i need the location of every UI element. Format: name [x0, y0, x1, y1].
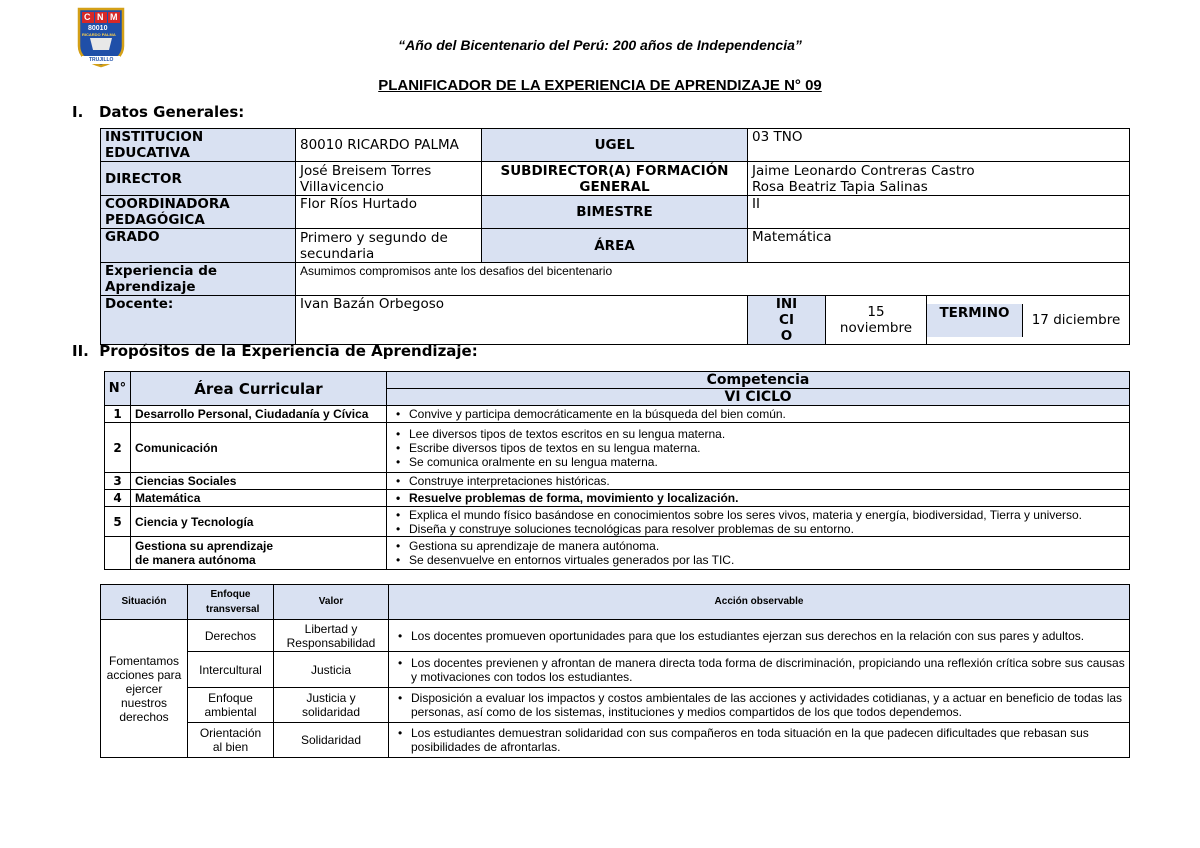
table-row: [101, 723, 1130, 758]
row-valor: Libertad y Responsabilidad: [274, 620, 389, 652]
row-number: 3: [105, 473, 131, 490]
section1-heading: I. Datos Generales:: [72, 103, 245, 121]
table-row: [105, 537, 1130, 570]
director-label: DIRECTOR: [101, 162, 296, 196]
list-item: • Construye interpretaciones históricas.: [391, 474, 1125, 488]
bimestre-label: BIMESTRE: [482, 196, 748, 229]
page-title: PLANIFICADOR DE LA EXPERIENCIA DE APRENDIZAJE N° 09: [378, 77, 822, 94]
institucion-value: 80010 RICARDO PALMA: [296, 129, 482, 162]
row-valor: Justicia: [274, 652, 389, 688]
subdirector-value-1: Jaime Leonardo Contreras Castro: [752, 162, 975, 179]
row-valor: Solidaridad: [274, 723, 389, 758]
row-competencias: [387, 406, 1130, 423]
area-value: Matemática: [748, 229, 1130, 263]
row-enfoque: Orientación al bien: [188, 723, 274, 758]
list-item: • Los estudiantes demuestran solidaridad con sus compañeros en toda situación en la que padecen dificultades que rebasan sus posibilidades de afrontarlas.: [393, 726, 1125, 754]
director-value: José Breisem Torres Villavicencio: [296, 162, 482, 196]
subdirector-value-2: Rosa Beatriz Tapia Salinas: [752, 178, 928, 195]
ugel-label: UGEL: [482, 129, 748, 162]
col-situacion-header: Situación: [101, 585, 188, 620]
termino-value: 17 diciembre: [1031, 312, 1121, 328]
docente-label: Docente:: [101, 296, 296, 345]
experiencia-label: Experiencia de Aprendizaje: [101, 263, 296, 296]
row-accion: [389, 620, 1130, 652]
list-item: • Se comunica oralmente en su lengua materna.: [391, 455, 1125, 469]
col-n-header: N°: [105, 372, 131, 406]
row-valor: Justicia y solidaridad: [274, 688, 389, 723]
grado-label: GRADO: [101, 229, 296, 263]
institucion-label: INSTITUCION EDUCATIVA: [101, 129, 296, 162]
row-area: [131, 537, 387, 570]
row-area: Comunicación: [131, 423, 387, 473]
list-item: • Gestiona su aprendizaje de manera autónoma.: [391, 539, 1125, 553]
row-accion: [389, 723, 1130, 758]
list-item: • Se desenvuelve en entornos virtuales generados por las TIC.: [391, 553, 1125, 567]
table-row: [101, 652, 1130, 688]
table-row: [101, 688, 1130, 723]
list-item: • Disposición a evaluar los impactos y costos ambientales de las acciones y actividades cotidianas, y a actuar en beneficio de todas las personas, así como de los sistemas, instituciones y medios compartidos de los que todos dependemos.: [393, 691, 1125, 719]
coordinadora-label: COORDINADORA PEDAGÓGICA: [101, 196, 296, 229]
row-area: Ciencia y Tecnología: [131, 507, 387, 537]
datos-generales-table: [100, 128, 1130, 345]
subdirector-label: SUBDIRECTOR(A) FORMACIÓN GENERAL: [482, 162, 748, 196]
area-label: ÁREA: [482, 229, 748, 263]
motto: “Año del Bicentenario del Perú: 200 años de Independencia”: [398, 37, 802, 53]
list-item: • Convive y participa democráticamente en la búsqueda del bien común.: [391, 407, 1125, 421]
row-number: 2: [105, 423, 131, 473]
row-area-line-1: Gestiona su aprendizaje: [135, 539, 274, 553]
table-row: [105, 473, 1130, 490]
list-item: • Los docentes previenen y afrontan de manera directa toda forma de discriminación, propiciando una reflexión crítica sobre sus causas y motivaciones con todos los estudiantes.: [393, 656, 1125, 684]
col-ciclo-header: VI CICLO: [387, 389, 1130, 406]
row-enfoque: Intercultural: [188, 652, 274, 688]
table-row: [105, 507, 1130, 537]
grado-value: Primero y segundo de secundaria: [296, 229, 482, 263]
row-number: 1: [105, 406, 131, 423]
list-item: • Diseña y construye soluciones tecnológicas para resolver problemas de su entorno.: [391, 522, 1125, 536]
table-row: [105, 423, 1130, 473]
bimestre-value: II: [748, 196, 1130, 229]
inicio-label: INICIO: [748, 296, 826, 345]
logo-city: TRUJILLO: [89, 57, 114, 63]
row-area: Ciencias Sociales: [131, 473, 387, 490]
logo-letter-c: C: [84, 12, 91, 22]
row-accion: [389, 688, 1130, 723]
list-item: • Escribe diversos tipos de textos en su lengua materna.: [391, 441, 1125, 455]
list-item: • Explica el mundo físico basándose en conocimientos sobre los seres vivos, materia y energía, biodiversidad, Tierra y universo.: [391, 508, 1125, 522]
inicio-value: 15 noviembre: [826, 296, 927, 345]
logo-letter-m: M: [110, 12, 118, 22]
row-area-line-2: de manera autónoma: [135, 553, 256, 567]
row-competencias: [387, 423, 1130, 473]
logo-number: 80010: [88, 25, 108, 32]
row-area: Matemática: [131, 490, 387, 507]
subdirector-value: [748, 162, 1130, 196]
ugel-value: 03 TNO: [748, 129, 1130, 162]
row-competencias: [387, 473, 1130, 490]
row-number: 4: [105, 490, 131, 507]
col-accion-header: Acción observable: [389, 585, 1130, 620]
propositos-table: [104, 371, 1130, 570]
table-row: [101, 620, 1130, 652]
table-row: [105, 406, 1130, 423]
row-enfoque: Derechos: [188, 620, 274, 652]
list-item: • Resuelve problemas de forma, movimiento y localización.: [391, 491, 1125, 505]
termino-label: TERMINO: [927, 304, 1023, 337]
row-accion: [389, 652, 1130, 688]
row-competencias: [387, 537, 1130, 570]
row-competencias: [387, 490, 1130, 507]
list-item: • Lee diversos tipos de textos escritos en su lengua materna.: [391, 427, 1125, 441]
table-row: [105, 490, 1130, 507]
logo-name: RICARDO PALMA: [82, 32, 116, 37]
docente-value: Ivan Bazán Orbegoso: [296, 296, 748, 345]
row-number: 5: [105, 507, 131, 537]
col-enfoque-header: Enfoque transversal: [188, 585, 274, 620]
termino-cell: [927, 296, 1130, 345]
logo-letter-n: N: [97, 12, 104, 22]
list-item: • Los docentes promueven oportunidades para que los estudiantes ejerzan sus derechos en la relación con sus pares y adultos.: [393, 629, 1125, 643]
row-enfoque: Enfoque ambiental: [188, 688, 274, 723]
row-area: Desarrollo Personal, Ciudadanía y Cívica: [131, 406, 387, 423]
row-number: [105, 537, 131, 570]
col-competencia-header: Competencia: [387, 372, 1130, 389]
col-area-header: Área Curricular: [131, 372, 387, 406]
experiencia-value: Asumimos compromisos ante los desafios del bicentenario: [296, 263, 1130, 296]
coordinadora-value: Flor Ríos Hurtado: [296, 196, 482, 229]
situacion-cell: Fomentamos acciones para ejercer nuestros derechos: [101, 620, 188, 758]
col-valor-header: Valor: [274, 585, 389, 620]
enfoques-table: [100, 584, 1130, 758]
section2-heading: II. Propósitos de la Experiencia de Aprendizaje:: [72, 342, 478, 360]
row-competencias: [387, 507, 1130, 537]
